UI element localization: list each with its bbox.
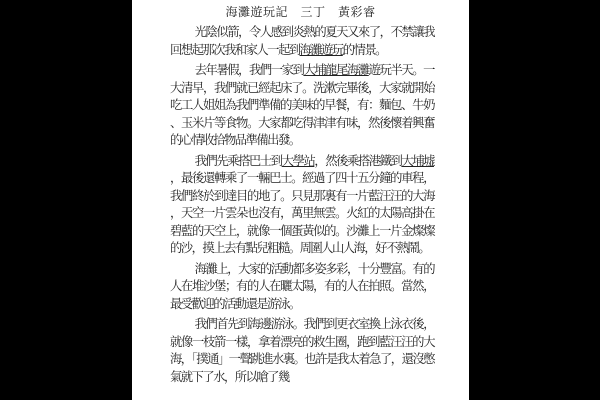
paragraph-text: 去年暑假，我們一家到 <box>194 63 304 77</box>
paragraph-text: 光陰似箭，令人感到炎熱的夏天又來了，不禁讓我回想起那次我和家人一起到 <box>170 25 434 57</box>
underlined-text: 大學站 <box>281 153 315 168</box>
document-page <box>132 0 469 400</box>
document-title: 海灘遊玩記 三丁 黃彩睿 <box>225 5 376 19</box>
paragraph <box>170 24 434 59</box>
paragraph-text: 的情景。 <box>342 42 386 57</box>
paragraph <box>170 153 434 258</box>
underlined-text: 海灘遊玩 <box>299 42 343 57</box>
paragraph-text: ，然後乘搭港鐵到 <box>314 153 402 168</box>
paragraph <box>170 62 434 150</box>
paragraph-text: 海灘上，大家的活動都多姿多彩，十分豐富。有的人在堆沙堡；有的人在曬太陽，有的人在拍照。當然，最受歡迎的活動還是游泳。 <box>170 261 434 311</box>
underlined-text: 大埔龍尾海灘 <box>303 63 369 77</box>
document-body <box>170 24 434 386</box>
underlined-text: 大埔墟 <box>401 153 434 168</box>
paragraph <box>170 316 434 386</box>
paragraph-text: 我們先乘搭巴士到 <box>194 153 282 168</box>
paragraph-text: 我們首先到海邊游泳。我們到更衣室換上泳衣後，就像一枝箭一樣，拿着漂亮的救生圈，跑到藍汪汪的大海，「撲通」一聲跳進水裏。也許是我太着急了，還沒憋氣就下了水，所以嗆了幾 <box>170 317 434 384</box>
paragraph-text: 遊玩半天。一大清早，我們就已經起床了。洗漱完畢後，大家就開始吃工人姐姐為我們準備的美味的早餐，有：麵包、牛奶、玉米片等食物。大家都吃得津津有味，然後懷着興奮的心情收拾物品準備出發。 <box>170 63 434 147</box>
paragraph <box>170 261 434 314</box>
paragraph-text: ，最後還轉乘了一輛巴士。經過了四十五分鐘的車程，我們終於到達目的地了。只見那裏有一片藍汪汪的大海，天空一片雲朵也沒有，萬里無雲。火紅的太陽高掛在碧藍的天空上，就像一個蛋黃似的。沙灘上一片金燦燦的沙，摸上去有點兒粗糙。周圍人山人海，好不熱鬧。 <box>170 171 434 255</box>
